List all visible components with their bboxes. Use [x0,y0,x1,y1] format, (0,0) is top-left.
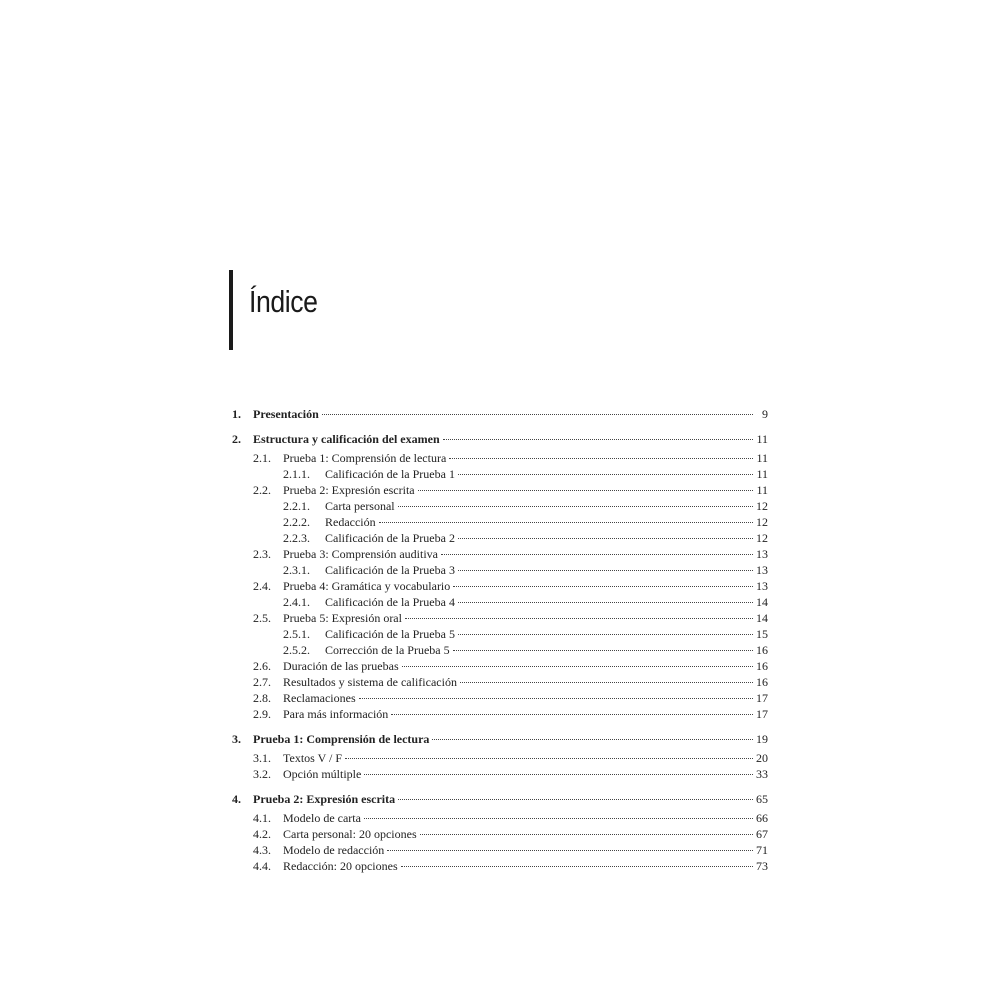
toc-entry [232,514,768,530]
dot-leader [460,682,753,683]
toc-entry-number: 4.4. [253,859,271,873]
toc-entry [232,750,768,766]
dot-leader [398,506,753,507]
toc-entry-label: Prueba 2: Expresión escrita [253,792,396,806]
toc-entry [232,530,768,546]
dot-leader [398,799,753,800]
dot-leader [453,650,753,651]
toc-entry-label: Prueba 5: Expresión oral [283,611,402,625]
toc-entry [232,658,768,674]
toc-entry [232,731,768,747]
toc-entry-page-number: 14 [756,611,768,625]
toc-entry-page-number: 20 [756,751,768,765]
toc-entry-page-number: 11 [756,451,768,465]
toc-entry-page-number: 19 [756,732,768,746]
toc-entry-page-number: 65 [756,792,768,806]
toc-entry-page-number: 71 [756,843,768,857]
toc-entry-number: 1. [232,407,241,421]
dot-leader [443,439,753,440]
toc-entry-number: 2.2. [253,483,271,497]
toc-entry [232,610,768,626]
toc-entry-label: Textos V / F [283,751,343,765]
toc-entry-number: 2.6. [253,659,271,673]
toc-entry-page-number: 12 [756,499,768,513]
toc-entry [232,431,768,447]
toc-entry-number: 2.1.1. [283,467,310,481]
toc-entry-label: Carta personal [325,499,395,513]
toc-entry-label: Carta personal: 20 opciones [283,827,417,841]
dot-leader [420,834,753,835]
toc-entry-label: Calificación de la Prueba 5 [325,627,455,641]
toc-entry-number: 2.5. [253,611,271,625]
toc-entry [232,674,768,690]
toc-entry-number: 4.2. [253,827,271,841]
toc-entry-page-number: 13 [756,547,768,561]
dot-leader [345,758,753,759]
toc-entry [232,826,768,842]
dot-leader [391,714,753,715]
toc-entry-label: Calificación de la Prueba 2 [325,531,455,545]
toc-entry-label: Reclamaciones [283,691,356,705]
toc-entry-page-number: 16 [756,659,768,673]
toc-entry [232,578,768,594]
toc-entry-number: 2.5.1. [283,627,310,641]
toc-entry-number: 2.3.1. [283,563,310,577]
toc-entry-label: Resultados y sistema de calificación [283,675,457,689]
toc-entry-number: 2.5.2. [283,643,310,657]
toc-entry-number: 2.4. [253,579,271,593]
dot-leader [432,739,753,740]
dot-leader [364,774,753,775]
toc-entry [232,810,768,826]
toc-entry-label: Modelo de carta [283,811,361,825]
toc-entry-label: Prueba 1: Comprensión de lectura [283,451,447,465]
toc-entry-number: 3.1. [253,751,271,765]
toc-entry [232,791,768,807]
toc-entry-label: Opción múltiple [283,767,362,781]
toc-entry-number: 2.3. [253,547,271,561]
dot-leader [449,458,753,459]
toc-entry-number: 2.4.1. [283,595,310,609]
toc-entry-number: 2. [232,432,241,446]
toc-entry-label: Para más información [283,707,389,721]
dot-leader [458,634,753,635]
toc-entry-page-number: 13 [756,579,768,593]
dot-leader [402,666,753,667]
toc-entry-label: Prueba 1: Comprensión de lectura [253,732,430,746]
toc-entry-number: 2.9. [253,707,271,721]
toc-entry-number: 2.2.1. [283,499,310,513]
dot-leader [441,554,753,555]
dot-leader [322,414,753,415]
dot-leader [458,538,753,539]
toc-entry-label: Prueba 3: Comprensión auditiva [283,547,438,561]
toc-entry-label: Corrección de la Prueba 5 [325,643,450,657]
toc-entry-page-number: 33 [756,767,768,781]
toc-entry [232,766,768,782]
dot-leader [458,570,753,571]
toc-entry-page-number: 73 [756,859,768,873]
toc-entry-label: Estructura y calificación del examen [253,432,440,446]
dot-leader [379,522,753,523]
dot-leader [364,818,753,819]
dot-leader [387,850,753,851]
toc-entry-label: Prueba 2: Expresión escrita [283,483,415,497]
toc-entry-page-number: 9 [762,407,768,421]
page-title: Índice [249,284,318,319]
dot-leader [359,698,753,699]
toc-entry [232,642,768,658]
dot-leader [453,586,753,587]
toc-entry-page-number: 11 [756,483,768,497]
toc-entry-page-number: 15 [756,627,768,641]
toc-entry-label: Presentación [253,407,319,421]
toc-entry-page-number: 14 [756,595,768,609]
toc-entry-number: 4.3. [253,843,271,857]
toc-entry-label: Modelo de redacción [283,843,385,857]
toc-entry [232,626,768,642]
toc-entry-number: 3.2. [253,767,271,781]
dot-leader [405,618,753,619]
toc-entry [232,562,768,578]
toc-entry-number: 2.2.2. [283,515,310,529]
dot-leader [458,602,753,603]
toc-entry-number: 2.8. [253,691,271,705]
toc-entry-page-number: 17 [756,691,768,705]
toc-entry-page-number: 12 [756,515,768,529]
toc-entry-page-number: 11 [756,467,768,481]
toc-entry-label: Redacción [325,515,376,529]
title-accent-bar [229,270,233,350]
toc-entry [232,406,768,422]
toc-entry-number: 2.7. [253,675,271,689]
toc-entry [232,546,768,562]
toc-entry-page-number: 11 [756,432,768,446]
toc-entry [232,706,768,722]
toc-entry-label: Redacción: 20 opciones [283,859,398,873]
toc-entry-label: Duración de las pruebas [283,659,399,673]
toc-entry-label: Prueba 4: Gramática y vocabulario [283,579,451,593]
toc-entry-page-number: 67 [756,827,768,841]
toc-entry [232,594,768,610]
toc-entry-page-number: 66 [756,811,768,825]
toc-entry-number: 2.2.3. [283,531,310,545]
dot-leader [418,490,753,491]
toc-entry [232,498,768,514]
toc-entry-page-number: 16 [756,675,768,689]
toc-entry-label: Calificación de la Prueba 3 [325,563,455,577]
dot-leader [401,866,753,867]
table-of-contents [232,406,768,874]
dot-leader [458,474,753,475]
toc-entry-page-number: 12 [756,531,768,545]
toc-entry [232,466,768,482]
toc-entry [232,690,768,706]
toc-entry-page-number: 13 [756,563,768,577]
toc-entry [232,858,768,874]
toc-entry [232,450,768,466]
toc-entry-number: 4.1. [253,811,271,825]
toc-entry-number: 4. [232,792,241,806]
toc-entry-number: 3. [232,732,241,746]
toc-entry-label: Calificación de la Prueba 4 [325,595,455,609]
toc-entry-number: 2.1. [253,451,271,465]
toc-entry [232,842,768,858]
toc-entry-page-number: 16 [756,643,768,657]
toc-entry-label: Calificación de la Prueba 1 [325,467,455,481]
toc-entry-page-number: 17 [756,707,768,721]
toc-entry [232,482,768,498]
